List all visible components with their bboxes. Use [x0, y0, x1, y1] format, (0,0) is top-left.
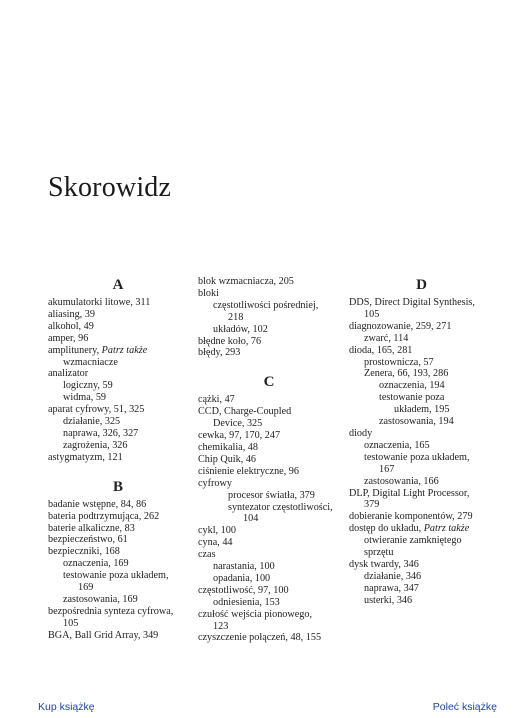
index-entry [198, 324, 340, 336]
index-entry-text: czułość wejścia pionowego, [198, 608, 313, 620]
index-entry [48, 582, 188, 594]
see-also-reference: Patrz także [101, 344, 148, 356]
index-entry [349, 559, 494, 571]
section-letter-heading [349, 276, 494, 294]
index-entry [349, 345, 494, 357]
index-entry [48, 357, 188, 369]
index-entry [349, 333, 494, 345]
index-entry-text: DDS, Direct Digital Synthesis, [349, 297, 475, 308]
index-entry [198, 300, 340, 312]
index-entry-text: 169 [78, 582, 94, 594]
index-entry-text: błędy, 293 [198, 347, 241, 359]
index-entry-text: narastania, 100 [213, 561, 275, 573]
index-entry [198, 502, 340, 514]
index-entry [349, 547, 494, 559]
index-entry [48, 570, 188, 582]
index-entry [198, 561, 340, 573]
index-entry-text: częstotliwości pośredniej, [213, 299, 319, 311]
index-entry [48, 392, 188, 404]
index-entry-text: chemikalia, 48 [198, 441, 258, 453]
index-entry-text: badanie wstępne, 84, 86 [48, 498, 147, 510]
index-entry-text: cyna, 44 [198, 537, 233, 549]
index-entry [198, 537, 340, 549]
index-entry-text: oznaczenia, 194 [379, 380, 445, 392]
index-entry [349, 404, 494, 416]
index-entry-text: odniesienia, 153 [213, 596, 280, 608]
index-entry [48, 404, 188, 416]
index-entry [48, 380, 188, 392]
index-entry [48, 345, 188, 357]
index-entry [198, 573, 340, 585]
index-entry [198, 525, 340, 537]
index-entry [198, 585, 340, 597]
index-entry-text: cewka, 97, 170, 247 [198, 430, 281, 442]
index-entry-text: cyfrowy [198, 477, 232, 489]
index-entry-text: CCD, Charge-Coupled [198, 406, 292, 418]
index-entry-text: 105 [63, 617, 79, 629]
index-entry-text: zastosowania, 169 [63, 593, 138, 605]
index-entry [349, 380, 494, 392]
index-entry [349, 416, 494, 428]
index-entry [198, 418, 340, 430]
index-entry-text: 167 [379, 463, 395, 475]
index-entry-text: BGA, Ball Grid Array, 349 [48, 629, 159, 641]
index-entry [349, 392, 494, 404]
index-entry-text: akumulatorki litowe, 311 [48, 297, 151, 308]
index-entry [349, 297, 494, 309]
index-entry-text: C [263, 374, 275, 391]
index-entry-text: wzmacniacze [63, 356, 118, 368]
index-entry-text: Chip Quik, 46 [198, 453, 257, 465]
index-entry-text: diody [349, 427, 373, 439]
index-entry-text: bloki [198, 287, 219, 299]
index-entry-text: 104 [243, 513, 259, 525]
index-entry-text: ciśnienie elektryczne, 96 [198, 465, 299, 477]
index-entry-text: testowanie poza [379, 392, 445, 404]
index-entry-text: alkohol, 49 [48, 320, 94, 332]
index-entry [349, 511, 494, 523]
index-entry [48, 511, 188, 523]
index-entry [198, 312, 340, 324]
index-column-2 [198, 276, 340, 644]
index-entry [48, 606, 188, 618]
index-entry-text: otwieranie zamkniętego [364, 535, 462, 547]
index-entry-text: testowanie poza układem, [364, 451, 470, 463]
index-entry-text: usterki, 346 [364, 594, 413, 606]
index-entry-text: zastosowania, 166 [364, 475, 439, 487]
index-entry [198, 288, 340, 300]
index-entry [48, 428, 188, 440]
index-entry-text: bezpośrednia synteza cyfrowa, [48, 605, 174, 617]
index-entry [198, 621, 340, 633]
index-entry-text: prostownicza, 57 [364, 356, 434, 368]
index-entry [349, 499, 494, 511]
index-entry [349, 309, 494, 321]
index-entry [349, 571, 494, 583]
index-entry-text: 123 [213, 620, 229, 632]
index-entry [48, 297, 188, 309]
index-entry [48, 440, 188, 452]
index-entry [349, 428, 494, 440]
index-entry-text: aliasing, 39 [48, 308, 95, 320]
index-entry-text: amplitunery, [48, 344, 102, 356]
index-entry [198, 442, 340, 454]
index-entry-text: cykl, 100 [198, 525, 236, 537]
index-entry [349, 357, 494, 369]
index-entry-text: diagnozowanie, 259, 271 [349, 320, 452, 332]
index-entry-text: 105 [364, 308, 380, 320]
section-letter-heading [198, 373, 340, 391]
index-entry [349, 488, 494, 500]
index-column-1 [48, 276, 188, 642]
index-entry [349, 368, 494, 380]
index-entry-text: błędne koło, 76 [198, 335, 262, 347]
index-entry [349, 321, 494, 333]
index-entry [198, 490, 340, 502]
buy-book-link[interactable]: Kup książkę [38, 701, 95, 713]
index-entry-text: zwarć, 114 [364, 332, 409, 344]
index-entry [349, 595, 494, 607]
index-entry-text: naprawa, 326, 327 [63, 427, 139, 439]
index-entry-text: częstotliwość, 97, 100 [198, 584, 289, 596]
index-entry [349, 476, 494, 488]
index-column-3 [349, 276, 494, 607]
index-entry-text: układem, 195 [394, 404, 450, 416]
index-entry [349, 583, 494, 595]
index-entry-text: aparat cyfrowy, 51, 325 [48, 404, 145, 416]
index-entry-text: dobieranie komponentów, 279 [349, 511, 473, 523]
index-entry [48, 558, 188, 570]
index-entry-text: procesor światła, 379 [228, 489, 315, 501]
index-entry-text: układów, 102 [213, 323, 268, 335]
index-entry-text: czas [198, 549, 216, 561]
index-entry [198, 430, 340, 442]
index-entry-text: oznaczenia, 165 [364, 439, 430, 451]
index-entry-text: oznaczenia, 169 [63, 558, 129, 570]
index-entry [349, 523, 494, 535]
index-entry [198, 347, 340, 359]
index-entry [48, 618, 188, 630]
index-entry-text: bateria podtrzymująca, 262 [48, 510, 160, 522]
section-spacer [48, 464, 188, 478]
index-entry-text: 379 [364, 499, 380, 511]
index-entry [349, 535, 494, 547]
section-letter-heading [48, 276, 188, 294]
index-entry [48, 368, 188, 380]
index-entry [198, 513, 340, 525]
index-entry [349, 464, 494, 476]
index-entry [198, 406, 340, 418]
index-entry-text: działanie, 346 [364, 570, 422, 582]
index-entry-text: Device, 325 [213, 418, 263, 430]
index-entry [198, 597, 340, 609]
index-entry-text: B [112, 478, 123, 495]
index-entry-text: amper, 96 [48, 332, 89, 344]
index-entry [198, 609, 340, 621]
index-entry [48, 321, 188, 333]
index-entry [198, 336, 340, 348]
index-entry-text: naprawa, 347 [364, 582, 419, 594]
index-entry-text: blok wzmacniacza, 205 [198, 276, 294, 287]
section-spacer [198, 359, 340, 373]
index-entry-text: dioda, 165, 281 [349, 344, 413, 356]
index-entry [198, 276, 340, 288]
index-entry [198, 394, 340, 406]
index-entry [198, 478, 340, 490]
index-entry-text: działanie, 325 [63, 416, 121, 428]
index-entry [198, 549, 340, 561]
index-entry-text: D [416, 277, 427, 293]
index-entry-text: cążki, 47 [198, 394, 235, 406]
index-entry-text: syntezator częstotliwości, [228, 501, 333, 513]
index-entry-text: dysk twardy, 346 [349, 558, 419, 570]
index-entry [198, 454, 340, 466]
index-entry-text: logiczny, 59 [63, 380, 113, 392]
index-entry [48, 534, 188, 546]
index-entry [198, 466, 340, 478]
index-entry [48, 309, 188, 321]
index-entry [48, 333, 188, 345]
index-entry-text: zastosowania, 194 [379, 416, 454, 428]
index-entry-text: zagrożenia, 326 [63, 439, 128, 451]
index-entry [48, 499, 188, 511]
index-entry-text: analizator [48, 368, 89, 380]
index-entry [48, 452, 188, 464]
index-entry [48, 523, 188, 535]
section-letter-heading [48, 478, 188, 496]
index-entry-text: A [112, 277, 124, 293]
index-entry-text: baterie alkaliczne, 83 [48, 522, 135, 534]
index-entry [48, 630, 188, 642]
index-entry-text: DLP, Digital Light Processor, [349, 487, 470, 499]
see-also-reference: Patrz także [423, 523, 470, 535]
index-entry-text: widma, 59 [63, 392, 107, 404]
index-entry-text: 218 [228, 311, 244, 323]
index-entry-text: sprzętu [364, 547, 394, 559]
index-entry-text: astygmatyzm, 121 [48, 451, 123, 463]
index-entry [48, 416, 188, 428]
index-entry [349, 440, 494, 452]
index-entry-text: bezpieczeństwo, 61 [48, 534, 128, 546]
index-entry-text: opadania, 100 [213, 572, 271, 584]
index-entry [198, 632, 340, 644]
index-entry [48, 546, 188, 558]
index-entry-text: dostęp do układu, [349, 523, 424, 535]
index-entry-text: Zenera, 66, 193, 286 [364, 368, 449, 380]
index-entry-text: testowanie poza układem, [63, 570, 169, 582]
index-entry-text: czyszczenie połączeń, 48, 155 [198, 632, 322, 644]
page-title: Skorowidz [48, 172, 172, 203]
index-entry-text: bezpieczniki, 168 [48, 546, 120, 558]
index-entry [349, 452, 494, 464]
recommend-book-link[interactable]: Poleć książkę [432, 701, 497, 713]
index-entry [48, 594, 188, 606]
